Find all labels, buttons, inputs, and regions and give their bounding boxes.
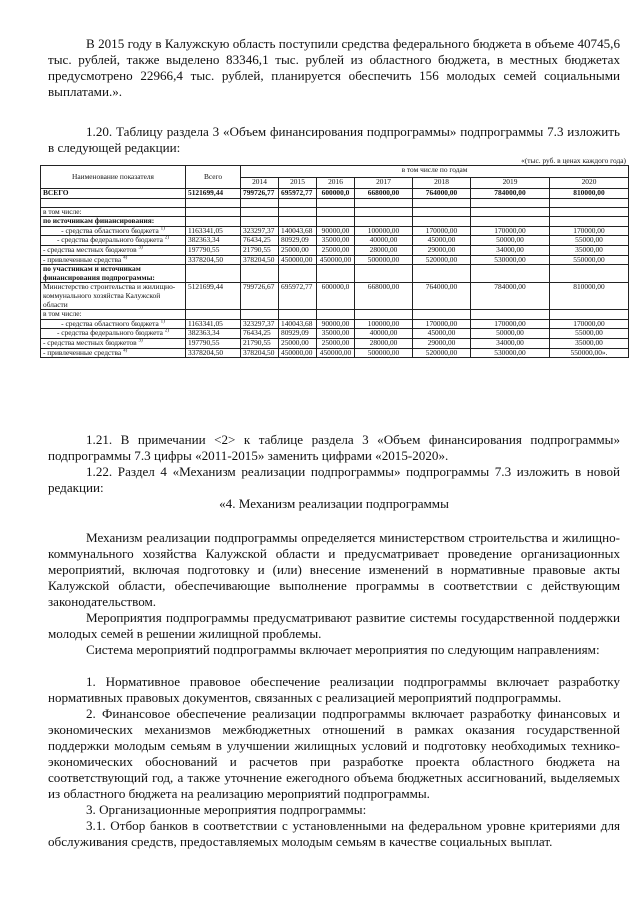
row-label <box>41 236 186 246</box>
cell-year-value: 500000,00 <box>355 348 413 358</box>
cell-empty <box>471 207 550 217</box>
paragraph-item-2: 2. Финансовое обеспечение реализации подпрограммы включает разработку финансовых и экономических механизмов межбюджетных отношений в рамках оказания государственной поддержки молодым семьям в улучшении жилищных условий и подготовку необходимых технико-экономических обоснований и расчетов при разработке проекта областного бюджета на соответствующий год, а также уточнение ежегодного объема бюджетных ассигнований, выделяемых из областного бюджета на реализацию мероприятий подпрограммы. <box>48 706 620 801</box>
cell-year-value: 170000,00 <box>550 319 629 329</box>
row-label-text: - средства областного бюджета <box>61 226 159 235</box>
cell-year-value: 170000,00 <box>471 226 550 236</box>
cell-year-value: 140043,68 <box>279 226 317 236</box>
table-row <box>41 245 629 255</box>
cell-year-value: 34000,00 <box>471 338 550 348</box>
row-label-text: - средства федерального бюджета <box>57 328 163 338</box>
cell-year-value: 35000,00 <box>317 236 355 246</box>
cell-empty <box>355 198 413 207</box>
section-4-heading: «4. Механизм реализации подпрограммы <box>219 496 449 511</box>
row-label <box>41 283 186 310</box>
cell-empty <box>241 265 279 283</box>
row-label <box>41 329 186 339</box>
cell-year-value: 21790,55 <box>241 245 279 255</box>
paragraph-system: Система мероприятий подпрограммы включает мероприятия по следующим направлениям: <box>86 642 600 657</box>
cell-empty <box>355 310 413 320</box>
financing-table-body <box>41 166 629 358</box>
cell-year-value: 35000,00 <box>550 338 629 348</box>
cell-year-value: 50000,00 <box>471 329 550 339</box>
cell-year-value: 530000,00 <box>471 255 550 265</box>
cell-year-value: 25000,00 <box>317 245 355 255</box>
cell-year-value: 80929,09 <box>279 236 317 246</box>
cell-empty <box>413 310 471 320</box>
cell-year-value: 28000,00 <box>355 338 413 348</box>
row-label <box>41 198 186 207</box>
cell-year-value: 450000,00 <box>317 255 355 265</box>
intro-paragraph-2: 1.20. Таблицу раздела 3 «Объем финансирования подпрограммы» подпрограммы 7.3 изложить в следующей редакции: <box>48 124 620 155</box>
cell-total: 3378204,50 <box>186 255 241 265</box>
cell-year-value: 668000,00 <box>355 283 413 310</box>
cell-year-value: 76434,25 <box>241 236 279 246</box>
header-year: 2015 <box>279 177 317 189</box>
cell-year-value: 695972,77 <box>279 189 317 199</box>
cell-year-value: 21790,55 <box>241 338 279 348</box>
table-row <box>41 198 629 207</box>
cell-year-value: 810000,00 <box>550 283 629 310</box>
table-row <box>41 189 629 199</box>
footnote-marker: 2) <box>164 328 169 334</box>
row-label-text: - средства федерального бюджета <box>57 235 163 245</box>
cell-empty <box>241 207 279 217</box>
cell-empty <box>186 198 241 207</box>
cell-year-value: 810000,00 <box>550 189 629 199</box>
cell-year-value: 520000,00 <box>413 348 471 358</box>
cell-year-value: 29000,00 <box>413 338 471 348</box>
cell-year-value: 35000,00 <box>550 245 629 255</box>
footnote-marker: 4) <box>123 348 128 354</box>
cell-year-value: 764000,00 <box>413 283 471 310</box>
cell-year-value: 40000,00 <box>355 329 413 339</box>
cell-year-value: 668000,00 <box>355 189 413 199</box>
cell-total: 197790,55 <box>186 245 241 255</box>
cell-year-value: 500000,00 <box>355 255 413 265</box>
table-header-row <box>41 166 629 178</box>
row-label-text: ВСЕГО <box>43 188 69 197</box>
cell-empty <box>241 198 279 207</box>
footnote-marker: 1) <box>160 319 165 325</box>
row-label <box>41 255 186 265</box>
cell-year-value: 170000,00 <box>413 226 471 236</box>
cell-year-value: 76434,25 <box>241 329 279 339</box>
row-label <box>41 245 186 255</box>
paragraph-1-21: 1.21. В примечании <2> к таблице раздела 3 «Объем финансирования подпрограммы» подпрограммы 7.3 цифры «2011-2015» заменить цифрами «2015-2020». <box>48 432 620 463</box>
cell-empty <box>317 207 355 217</box>
header-year: 2018 <box>413 177 471 189</box>
row-label-text: по источникам финансирования: <box>43 216 155 226</box>
cell-empty <box>317 217 355 227</box>
cell-year-value: 45000,00 <box>413 236 471 246</box>
paragraph-item-1: 1. Нормативное правовое обеспечение реализации подпрограммы включает разработку нормативных правовых документов, связанных с реализацией мероприятий подпрограммы. <box>48 674 620 705</box>
row-label-text: - привлеченные средства <box>43 255 122 264</box>
header-by-years: в том числе по годам <box>241 166 629 178</box>
cell-year-value: 450000,00 <box>279 255 317 265</box>
cell-empty <box>413 217 471 227</box>
cell-year-value: 55000,00 <box>550 236 629 246</box>
table-row <box>41 348 629 358</box>
footnote-marker: 1) <box>160 226 165 232</box>
cell-year-value: 25000,00 <box>317 338 355 348</box>
cell-year-value: 29000,00 <box>413 245 471 255</box>
table-unit-note: «(тыс. руб. в ценах каждого года) <box>521 156 626 165</box>
cell-year-value: 40000,00 <box>355 236 413 246</box>
cell-year-value: 55000,00 <box>550 329 629 339</box>
cell-year-value: 25000,00 <box>279 338 317 348</box>
cell-year-value: 695972,77 <box>279 283 317 310</box>
cell-year-value: 450000,00 <box>279 348 317 358</box>
cell-empty <box>279 217 317 227</box>
cell-empty <box>355 217 413 227</box>
cell-total: 197790,55 <box>186 338 241 348</box>
header-year: 2016 <box>317 177 355 189</box>
cell-empty <box>317 198 355 207</box>
cell-year-value: 323297,37 <box>241 226 279 236</box>
cell-year-value: 170000,00 <box>471 319 550 329</box>
cell-year-value: 600000,0 <box>317 189 355 199</box>
cell-empty <box>317 265 355 283</box>
row-label-text: Министерство строительства и жилищно-коммунального хозяйства Калужской области <box>43 282 176 309</box>
row-label <box>41 338 186 348</box>
footnote-marker: 3) <box>138 245 143 251</box>
table-row <box>41 283 629 310</box>
cell-total: 1163341,05 <box>186 319 241 329</box>
cell-empty <box>413 207 471 217</box>
cell-empty <box>550 217 629 227</box>
paragraph-mechanism: Механизм реализации подпрограммы определяется министерством строительства и жилищно-коммунального хозяйства Калужской области и предусматривает проведение организационных мероприятий, включая подготовку и (или) внесение изменений в нормативные правовые акты Калужской области, обеспечивающие выполнение программы в соответствии с действующим законодательством. <box>48 530 620 609</box>
cell-empty <box>413 198 471 207</box>
cell-empty <box>241 310 279 320</box>
footnote-marker: 2) <box>164 235 169 241</box>
cell-empty <box>186 310 241 320</box>
cell-empty <box>471 198 550 207</box>
table-row <box>41 255 629 265</box>
cell-year-value: 90000,00 <box>317 226 355 236</box>
row-label <box>41 319 186 329</box>
cell-total: 382363,34 <box>186 236 241 246</box>
table-row <box>41 236 629 246</box>
cell-year-value: 530000,00 <box>471 348 550 358</box>
cell-year-value: 35000,00 <box>317 329 355 339</box>
row-label-text: в том числе: <box>43 309 82 319</box>
cell-empty <box>241 217 279 227</box>
cell-year-value: 100000,00 <box>355 226 413 236</box>
cell-total: 5121699,44 <box>186 283 241 310</box>
cell-year-value: 140043,68 <box>279 319 317 329</box>
header-year: 2014 <box>241 177 279 189</box>
cell-empty <box>317 310 355 320</box>
cell-year-value: 550000,00 <box>550 255 629 265</box>
cell-year-value: 784000,00 <box>471 189 550 199</box>
table-row <box>41 265 629 283</box>
paragraph-item-3-1: 3.1. Отбор банков в соответствии с установленными на федеральном уровне критериями для обслуживания средств, предоставляемых молодым семьям в качестве социальных выплат. <box>48 818 620 849</box>
header-year: 2020 <box>550 177 629 189</box>
cell-total: 1163341,05 <box>186 226 241 236</box>
cell-empty <box>279 265 317 283</box>
cell-empty <box>279 310 317 320</box>
cell-year-value: 450000,00 <box>317 348 355 358</box>
cell-empty <box>279 198 317 207</box>
paragraph-activities: Мероприятия подпрограммы предусматривают развитие системы государственной поддержки молодых семей в решении жилищной проблемы. <box>48 610 620 641</box>
row-label <box>41 265 186 283</box>
header-name: Наименование показателя <box>41 166 186 189</box>
cell-year-value: 34000,00 <box>471 245 550 255</box>
cell-empty <box>279 207 317 217</box>
cell-year-value: 799726,77 <box>241 189 279 199</box>
row-label-text: - средства местных бюджетов <box>43 245 137 254</box>
cell-year-value: 764000,00 <box>413 189 471 199</box>
row-label <box>41 189 186 199</box>
cell-year-value: 25000,00 <box>279 245 317 255</box>
table-row <box>41 226 629 236</box>
paragraph-1-22: 1.22. Раздел 4 «Механизм реализации подпрограммы» подпрограммы 7.3 изложить в новой редакции: <box>48 464 620 495</box>
cell-empty <box>471 265 550 283</box>
cell-empty <box>550 198 629 207</box>
cell-year-value: 323297,37 <box>241 319 279 329</box>
row-label-text: - привлеченные средства <box>43 348 122 357</box>
table-row <box>41 217 629 227</box>
table-row <box>41 319 629 329</box>
financing-table <box>40 165 629 358</box>
cell-empty <box>186 207 241 217</box>
cell-empty <box>471 310 550 320</box>
cell-year-value: 100000,00 <box>355 319 413 329</box>
cell-year-value: 50000,00 <box>471 236 550 246</box>
header-total: Всего <box>186 166 241 189</box>
cell-year-value: 600000,0 <box>317 283 355 310</box>
header-year: 2017 <box>355 177 413 189</box>
cell-year-value: 28000,00 <box>355 245 413 255</box>
table-row <box>41 329 629 339</box>
cell-year-value: 378204,50 <box>241 348 279 358</box>
cell-year-value: 799726,67 <box>241 283 279 310</box>
cell-year-value: 45000,00 <box>413 329 471 339</box>
footnote-marker: 3) <box>138 338 143 344</box>
table-row <box>41 338 629 348</box>
cell-empty <box>186 217 241 227</box>
intro-paragraph-1: В 2015 году в Калужскую область поступили средства федерального бюджета в объеме 40745,6 тыс. рублей, также выделено 83346,1 тыс. рублей из областного бюджета, в местных бюджетах предусмотрено 22966,4 тыс. рублей, планируется обеспечить 156 молодых семей социальными выплатами.». <box>48 36 620 99</box>
cell-year-value: 90000,00 <box>317 319 355 329</box>
row-label-text: по участникам и источникам финансирования подпрограммы: <box>43 264 155 282</box>
cell-empty <box>471 217 550 227</box>
row-label <box>41 348 186 358</box>
cell-empty <box>355 207 413 217</box>
table-row <box>41 207 629 217</box>
paragraph-item-3: 3. Организационные мероприятия подпрограммы: <box>86 802 367 817</box>
row-label <box>41 217 186 227</box>
cell-empty <box>550 310 629 320</box>
cell-total: 5121699,44 <box>186 189 241 199</box>
cell-year-value: 170000,00 <box>413 319 471 329</box>
row-label-text: в том числе: <box>43 207 82 216</box>
cell-year-value: 550000,00». <box>550 348 629 358</box>
cell-empty <box>355 265 413 283</box>
cell-empty <box>550 265 629 283</box>
row-label <box>41 207 186 217</box>
cell-year-value: 520000,00 <box>413 255 471 265</box>
row-label-text: - средства областного бюджета <box>61 319 159 328</box>
cell-empty <box>186 265 241 283</box>
table-row <box>41 310 629 320</box>
cell-year-value: 378204,50 <box>241 255 279 265</box>
cell-year-value: 784000,00 <box>471 283 550 310</box>
header-year: 2019 <box>471 177 550 189</box>
cell-total: 382363,34 <box>186 329 241 339</box>
row-label <box>41 310 186 320</box>
cell-empty <box>413 265 471 283</box>
footnote-marker: 4) <box>123 255 128 261</box>
row-label <box>41 226 186 236</box>
cell-year-value: 170000,00 <box>550 226 629 236</box>
cell-empty <box>550 207 629 217</box>
cell-total: 3378204,50 <box>186 348 241 358</box>
cell-year-value: 80929,09 <box>279 329 317 339</box>
row-label-text: - средства местных бюджетов <box>43 338 137 347</box>
